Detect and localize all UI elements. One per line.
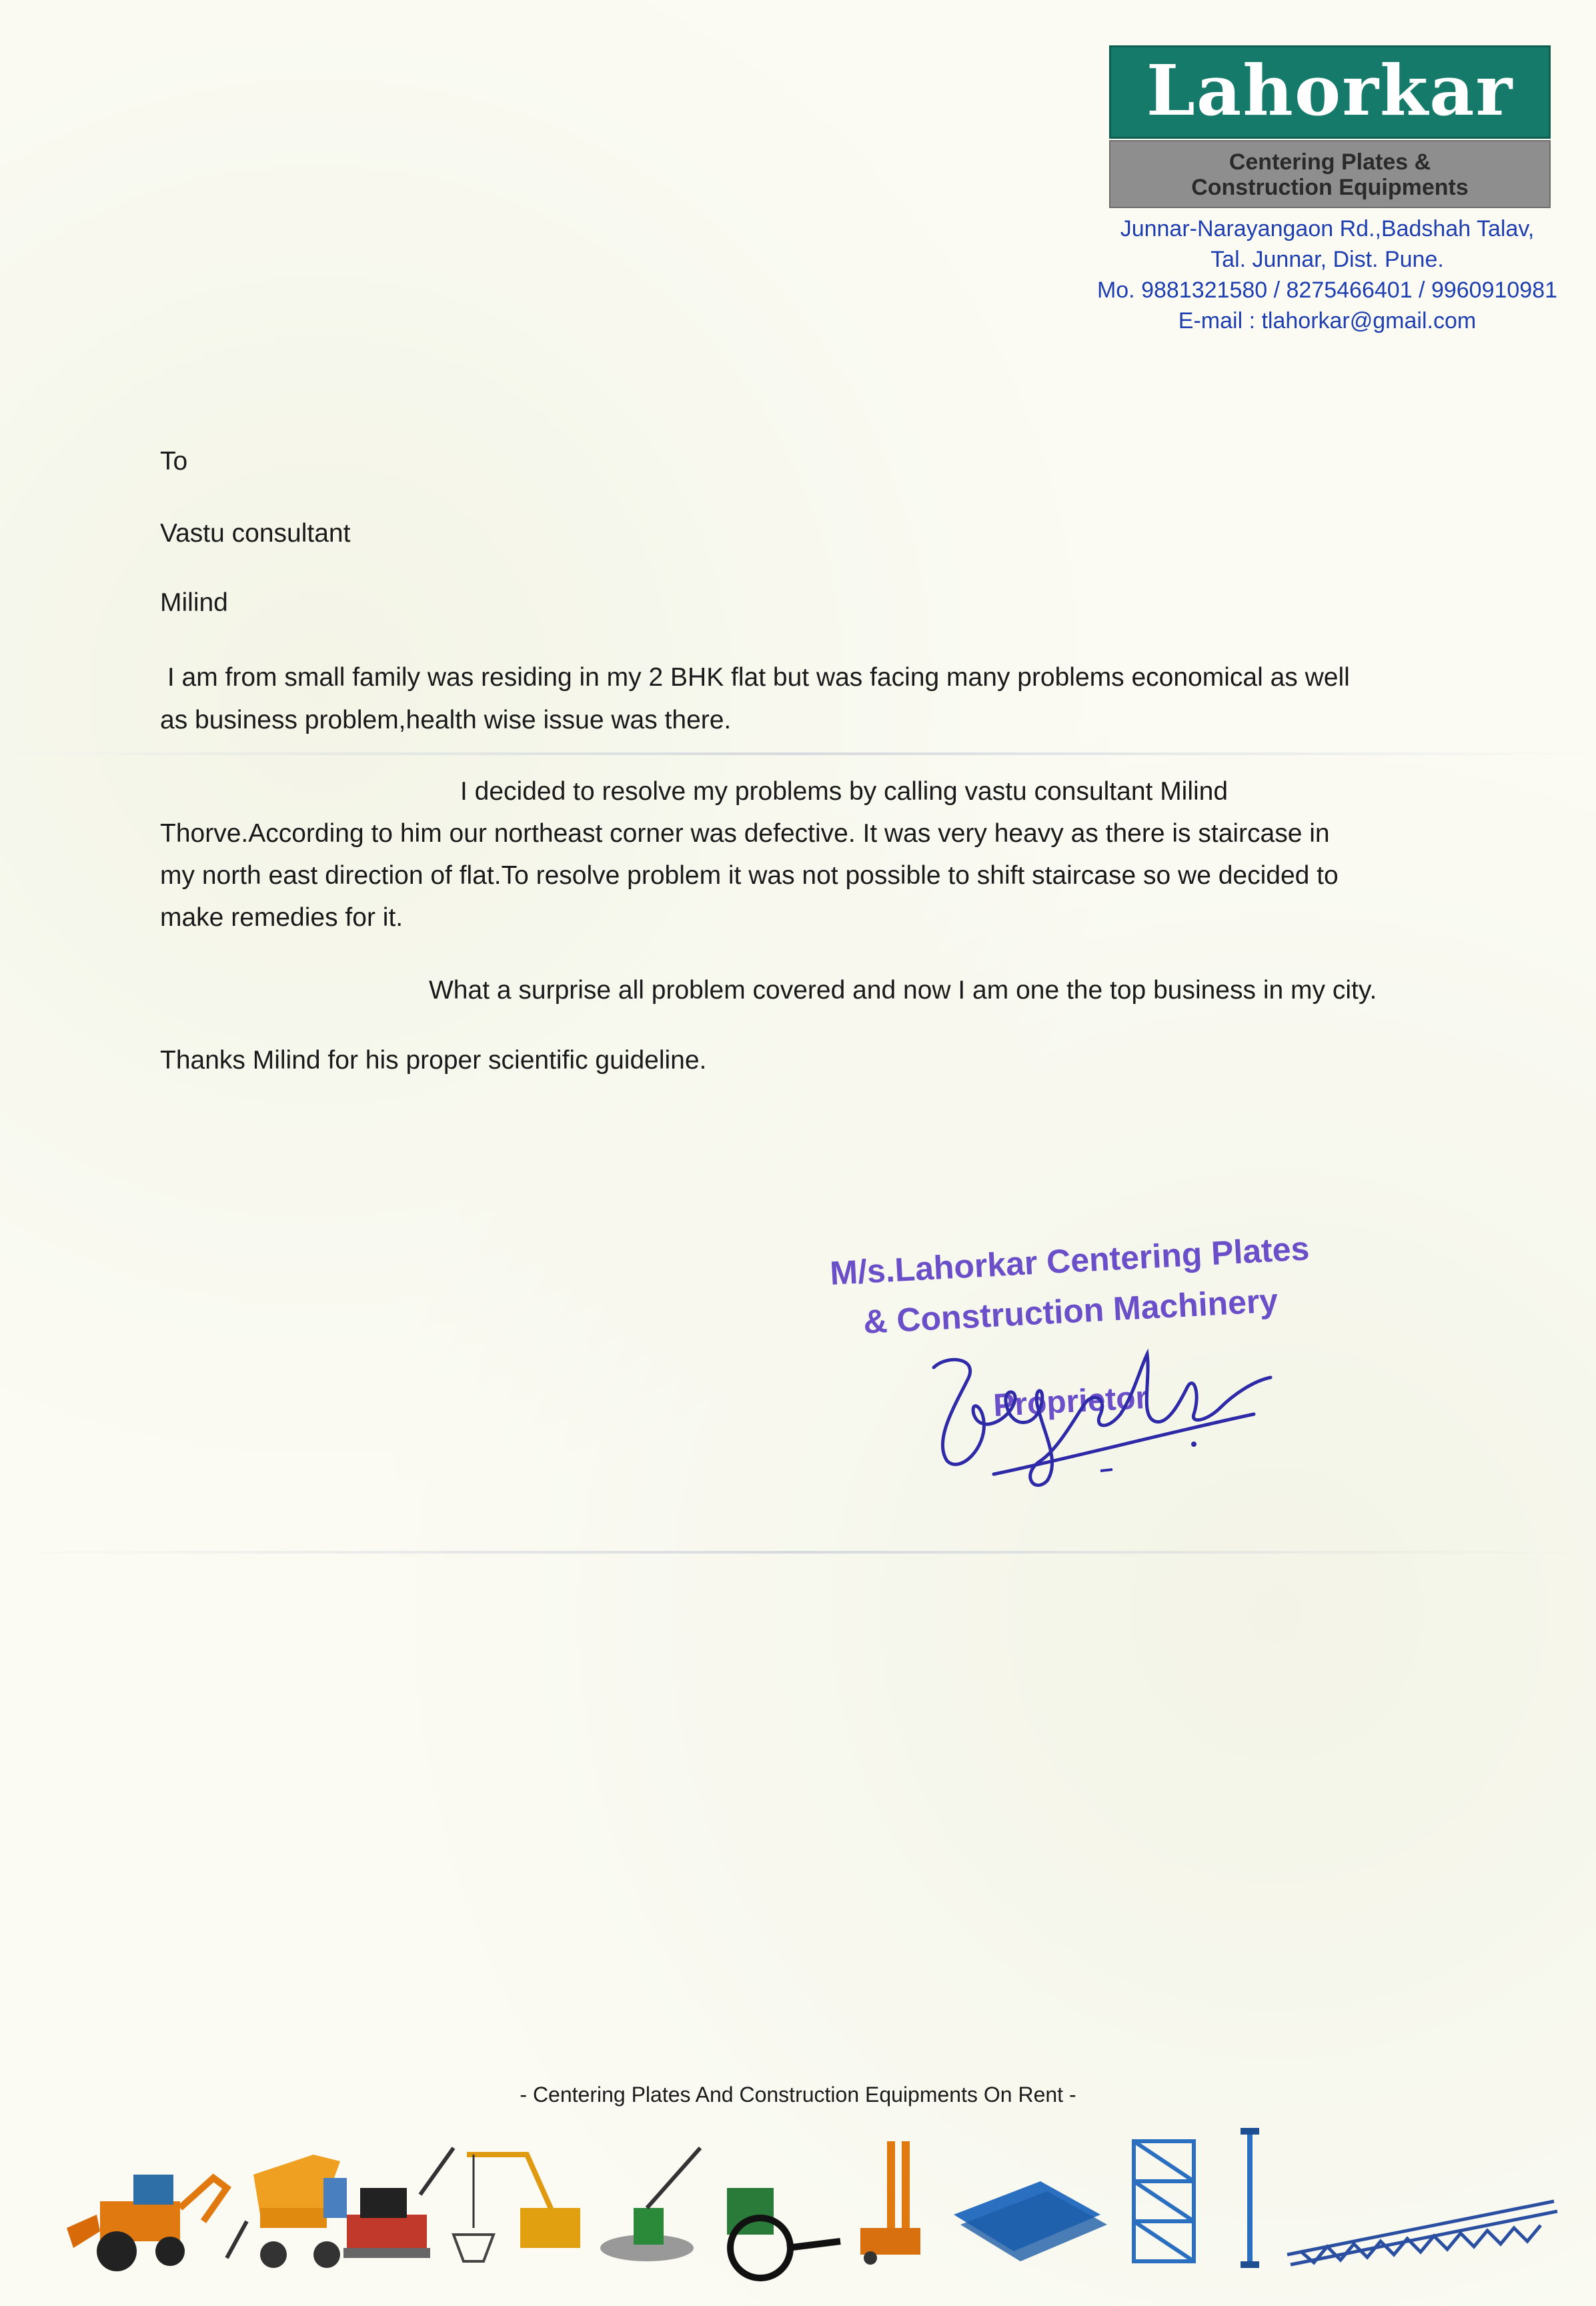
company-tagline bbox=[1109, 140, 1551, 208]
paper-fold-line bbox=[0, 1551, 1596, 1554]
equipment-illustration-strip bbox=[60, 2115, 1561, 2281]
recipient-title: Vastu consultant bbox=[160, 519, 351, 548]
plate-compactor-icon bbox=[343, 2148, 454, 2258]
paragraph-4: Thanks Milind for his proper scientific guideline. bbox=[160, 1046, 707, 1075]
paper-fold-line bbox=[0, 752, 1596, 755]
tagline-line-2: Construction Equipments bbox=[1191, 175, 1469, 200]
paragraph-1-line-2: as business problem,health wise issue was there. bbox=[160, 706, 732, 734]
paragraph-2-line-1: I decided to resolve my problems by calling vastu consultant Milind bbox=[460, 777, 1229, 806]
scaffolding-frame-icon bbox=[1134, 2141, 1194, 2261]
company-contact-block bbox=[1080, 213, 1574, 336]
material-hoist-icon bbox=[860, 2141, 920, 2265]
address-line-2: Tal. Junnar, Dist. Pune. bbox=[1211, 247, 1444, 272]
salutation-to: To bbox=[160, 447, 188, 476]
recipient-name: Milind bbox=[160, 588, 228, 617]
paragraph-2-line-4: make remedies for it. bbox=[160, 903, 404, 932]
stamp-line-2: & Construction Machinery bbox=[862, 1281, 1279, 1341]
power-trowel-icon bbox=[600, 2148, 700, 2261]
stamp-line-1: M/s.Lahorkar Centering Plates bbox=[829, 1229, 1311, 1292]
address-line-1: Junnar-Narayangaon Rd.,Badshah Talav, bbox=[1120, 216, 1535, 241]
paragraph-2-line-2: Thorve.According to him our northeast corner was defective. It was very heavy as there is staircase in bbox=[160, 819, 1330, 848]
handwritten-signature bbox=[907, 1341, 1281, 1508]
phone-numbers: Mo. 9881321580 / 8275466401 / 9960910981 bbox=[1096, 277, 1558, 303]
paragraph-2-line-3: my north east direction of flat.To resolve problem it was not possible to shift staircase so we decided to bbox=[160, 861, 1339, 890]
company-logo-name: Lahorkar bbox=[1109, 45, 1551, 139]
mini-crane-icon bbox=[454, 2155, 580, 2261]
concrete-mixer-icon bbox=[227, 2155, 347, 2268]
paragraph-1-line-1: I am from small family was residing in my 2 BHK flat but was facing many problems economical as well bbox=[160, 663, 1350, 692]
stamp-line-3: Proprietor bbox=[992, 1379, 1149, 1423]
footer-tagline: - Centering Plates And Construction Equipments On Rent - bbox=[520, 2083, 1076, 2107]
steel-truss-icon bbox=[1287, 2201, 1557, 2265]
tagline-line-1: Centering Plates & bbox=[1229, 149, 1431, 175]
backhoe-loader-icon bbox=[67, 2175, 227, 2271]
adjustable-prop-icon bbox=[1241, 2128, 1259, 2268]
email-address: E-mail : tlahorkar@gmail.com bbox=[1178, 308, 1477, 334]
centering-plates-icon bbox=[954, 2181, 1107, 2261]
concrete-vibrator-icon bbox=[727, 2188, 840, 2278]
paragraph-3: What a surprise all problem covered and now I am one the top business in my city. bbox=[429, 976, 1377, 1005]
